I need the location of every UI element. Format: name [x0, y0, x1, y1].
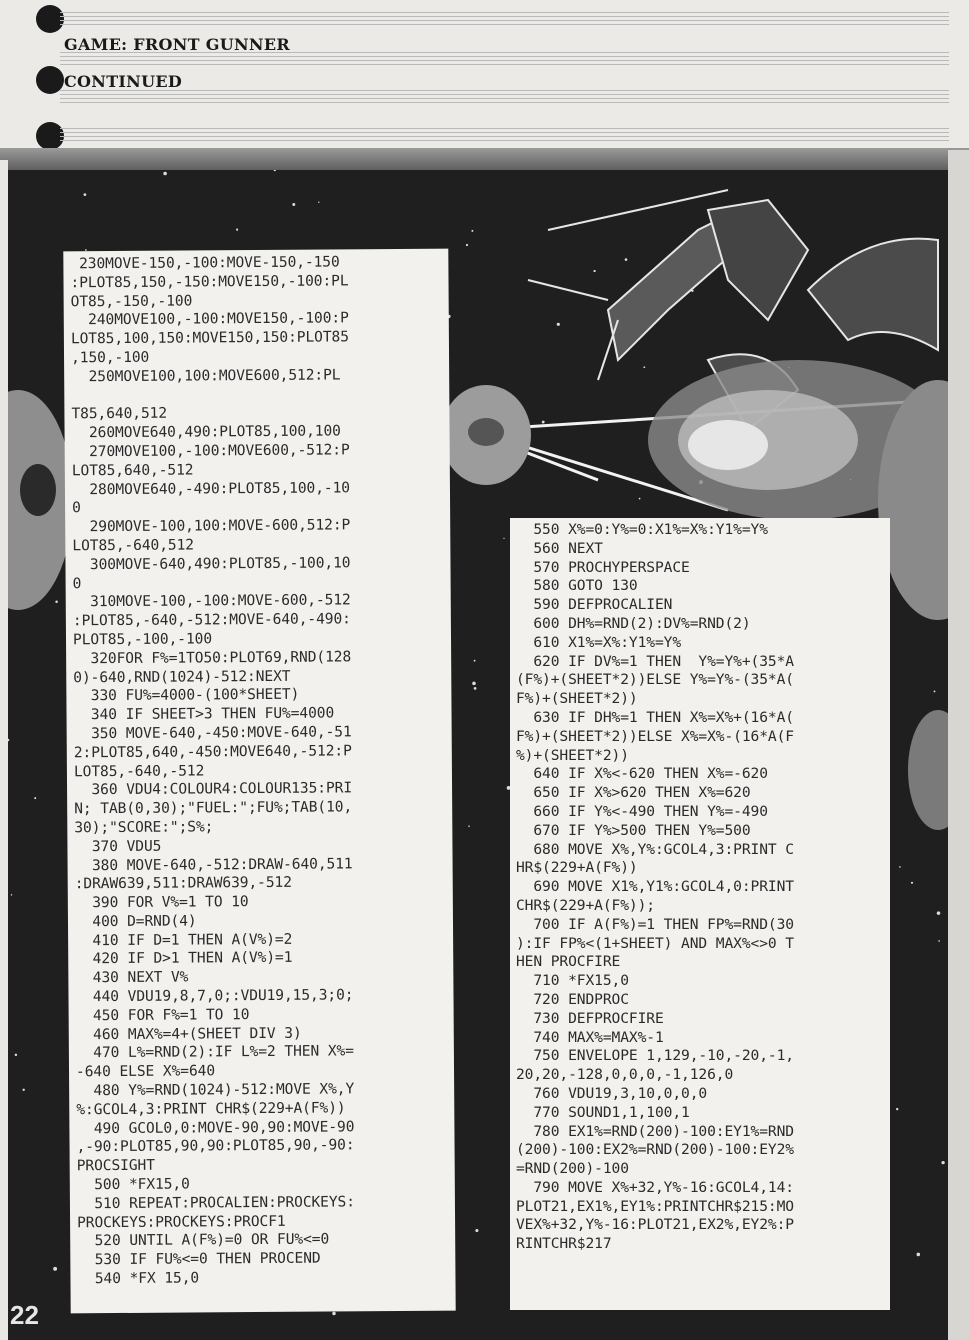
code-line: RINTCHR$217: [516, 1235, 612, 1253]
code-line: 710 *FX15,0: [516, 972, 629, 990]
code-line: 750 ENVELOPE 1,129,-10,-20,-1,: [516, 1047, 794, 1065]
code-line: 30);"SCORE:";S%;: [74, 818, 214, 837]
code-line: 530 IF FU%<=0 THEN PROCEND: [77, 1249, 321, 1269]
code-line: 790 MOVE X%+32,Y%-16:GCOL4,14:: [516, 1178, 794, 1196]
code-line: 450 FOR F%=1 TO 10: [75, 1005, 250, 1025]
page-gutter: [948, 150, 969, 1340]
page-header: [0, 0, 969, 152]
code-line: 280MOVE640,-490:PLOT85,100,-10: [71, 478, 350, 498]
code-line: 290MOVE-100,100:MOVE-600,512:P: [72, 516, 351, 536]
code-line: N; TAB(0,30);"FUEL:";FU%;TAB(10,: [74, 798, 353, 818]
asteroid-icon: [441, 385, 531, 485]
code-line: HR$(229+A(F%)): [516, 859, 638, 877]
code-line: 310MOVE-100,-100:MOVE-600,-512: [72, 591, 351, 611]
code-line: 260MOVE640,490:PLOT85,100,100: [71, 422, 341, 442]
code-line: :PLOT85,-640,-512:MOVE-640,-490:: [72, 610, 351, 630]
code-line: 490 GCOL0,0:MOVE-90,90:MOVE-90: [76, 1118, 355, 1137]
code-line: 460 MAX%=4+(SHEET DIV 3): [75, 1024, 302, 1043]
code-line: 2:PLOT85,640,-450:MOVE640,-512:P: [73, 742, 352, 762]
header-bullet: [36, 5, 64, 33]
code-line: 700 IF A(F%)=1 THEN FP%=RND(30: [516, 915, 794, 933]
code-line: 400 D=RND(4): [74, 912, 197, 931]
code-line: 660 IF Y%<-490 THEN Y%=-490: [516, 802, 768, 820]
code-line: 510 REPEAT:PROCALIEN:PROCKEYS:: [76, 1193, 355, 1213]
code-line: 760 VDU19,3,10,0,0,0: [516, 1084, 708, 1102]
code-line: LOT85,-640,-512: [73, 761, 205, 780]
code-line: 540 *FX 15,0: [77, 1269, 200, 1288]
code-line: ,150,-100: [70, 348, 150, 367]
code-line: CHR$(229+A(F%));: [516, 896, 655, 914]
code-line: 320FOR F%=1TO50:PLOT69,RND(128: [73, 648, 352, 668]
code-line: 20,20,-128,0,0,0,-1,126,0: [516, 1066, 734, 1084]
code-line: 300MOVE-640,490:PLOT85,-100,10: [72, 554, 351, 574]
code-line: (F%)+(SHEET*2))ELSE Y%=Y%-(35*A(: [516, 671, 794, 689]
code-line: 580 GOTO 130: [516, 577, 638, 595]
code-line: PLOT21,EX1%,EY1%:PRINTCHR$215:MO: [516, 1197, 794, 1215]
code-line: 590 DEFPROCALIEN: [516, 596, 673, 614]
code-line: HEN PROCFIRE: [516, 953, 621, 971]
code-line: 350 MOVE-640,-450:MOVE-640,-51: [73, 723, 352, 743]
code-line: 680 MOVE X%,Y%:GCOL4,3:PRINT C: [516, 840, 794, 858]
code-line: 0)-640,RND(1024)-512:NEXT: [73, 667, 291, 686]
code-line: 420 IF D>1 THEN A(V%)=1: [75, 949, 293, 968]
code-line: PROCSIGHT: [76, 1156, 155, 1175]
code-line: 0: [72, 574, 82, 592]
code-line: 640 IF X%<-620 THEN X%=-620: [516, 765, 768, 783]
code-line: F%)+(SHEET*2))ELSE X%=X%-(16*A(F: [516, 727, 794, 745]
code-line: 690 MOVE X1%,Y1%:GCOL4,0:PRINT: [516, 878, 794, 896]
code-line: 500 *FX15,0: [76, 1175, 190, 1194]
code-line: 620 IF DV%=1 THEN Y%=Y%+(35*A: [516, 652, 794, 670]
code-line: ):IF FP%<(1+SHEET) AND MAX%<>0 T: [516, 934, 794, 952]
code-line: 240MOVE100,-100:MOVE150,-100:P: [70, 309, 349, 329]
code-line: 780 EX1%=RND(200)-100:EY1%=RND: [516, 1122, 794, 1140]
code-listing: [510, 518, 890, 1254]
code-line: T85,640,512: [71, 405, 168, 423]
code-line: LOT85,100,150:MOVE150,150:PLOT85: [70, 328, 349, 348]
code-line: =RND(200)-100: [516, 1160, 629, 1178]
code-line: 770 SOUND1,1,100,1: [516, 1103, 690, 1121]
code-line: VEX%+32,Y%-16:PLOT21,EX2%,EY2%:P: [516, 1216, 794, 1234]
code-line: 230MOVE-150,-100:MOVE-150,-150: [70, 253, 340, 273]
code-line: OT85,-150,-100: [70, 292, 193, 310]
code-line: LOT85,640,-512: [71, 461, 194, 480]
listing-column-left: [63, 249, 455, 1314]
code-line: (200)-100:EX2%=RND(200)-100:EY2%: [516, 1141, 794, 1159]
code-line: 570 PROCHYPERSPACE: [516, 558, 690, 576]
code-line: %)+(SHEET*2)): [516, 746, 629, 764]
code-line: 370 VDU5: [74, 837, 162, 855]
code-line: 250MOVE100,100:MOVE600,512:PL: [71, 366, 341, 386]
code-line: 360 VDU4:COLOUR4:COLOUR135:PRI: [73, 779, 353, 799]
code-line: 410 IF D=1 THEN A(V%)=2: [75, 930, 293, 949]
code-line: 270MOVE100,-100:MOVE600,-512:P: [71, 441, 350, 461]
code-line: 380 MOVE-640,-512:DRAW-640,511: [74, 854, 353, 874]
code-line: ,-90:PLOT85,90,90:PLOT85,90,-90:: [76, 1136, 355, 1156]
code-line: 550 X%=0:Y%=0:X1%=X%:Y1%=Y%: [516, 521, 768, 538]
code-line: PLOT85,-100,-100: [72, 630, 213, 649]
code-line: PROCKEYS:PROCKEYS:PROCF1: [77, 1212, 286, 1231]
code-line: :PLOT85,150,-150:MOVE150,-100:PL: [70, 272, 349, 292]
header-subtitle: CONTINUED: [64, 72, 183, 91]
code-line: 440 VDU19,8,7,0;:VDU19,15,3;0;: [75, 986, 354, 1006]
code-line: 740 MAX%=MAX%-1: [516, 1028, 664, 1046]
code-line: 430 NEXT V%: [75, 968, 189, 987]
page-number: 22: [10, 1300, 39, 1330]
code-line: 670 IF Y%>500 THEN Y%=500: [516, 821, 751, 839]
code-line: 600 DH%=RND(2):DV%=RND(2): [516, 614, 751, 632]
listing-column-right: [510, 518, 890, 1310]
header-title: GAME: FRONT GUNNER: [64, 35, 290, 54]
code-line: 330 FU%=4000-(100*SHEET): [73, 686, 300, 705]
code-line: 470 L%=RND(2):IF L%=2 THEN X%=: [75, 1042, 354, 1062]
code-line: F%)+(SHEET*2)): [516, 690, 638, 708]
code-line: 520 UNTIL A(F%)=0 OR FU%<=0: [77, 1230, 330, 1250]
code-line: 730 DEFPROCFIRE: [516, 1009, 664, 1027]
code-line: 0: [72, 499, 81, 517]
code-line: 390 FOR V%=1 TO 10: [74, 893, 249, 912]
code-line: 650 IF X%>620 THEN X%=620: [516, 784, 751, 802]
code-line: :DRAW639,511:DRAW639,-512: [74, 874, 292, 893]
code-listing: [63, 249, 455, 1289]
code-line: 340 IF SHEET>3 THEN FU%=4000: [73, 704, 335, 724]
code-line: 630 IF DH%=1 THEN X%=X%+(16*A(: [516, 708, 794, 726]
code-line: LOT85,-640,512: [72, 536, 195, 555]
code-line: %:GCOL4,3:PRINT CHR$(229+A(F%)): [76, 1099, 346, 1119]
code-line: 480 Y%=RND(1024)-512:MOVE X%,Y: [76, 1080, 355, 1100]
code-line: 610 X1%=X%:Y1%=Y%: [516, 633, 682, 651]
code-line: 720 ENDPROC: [516, 990, 629, 1008]
code-line: 560 NEXT: [516, 539, 603, 557]
code-line: -640 ELSE X%=640: [75, 1062, 216, 1081]
